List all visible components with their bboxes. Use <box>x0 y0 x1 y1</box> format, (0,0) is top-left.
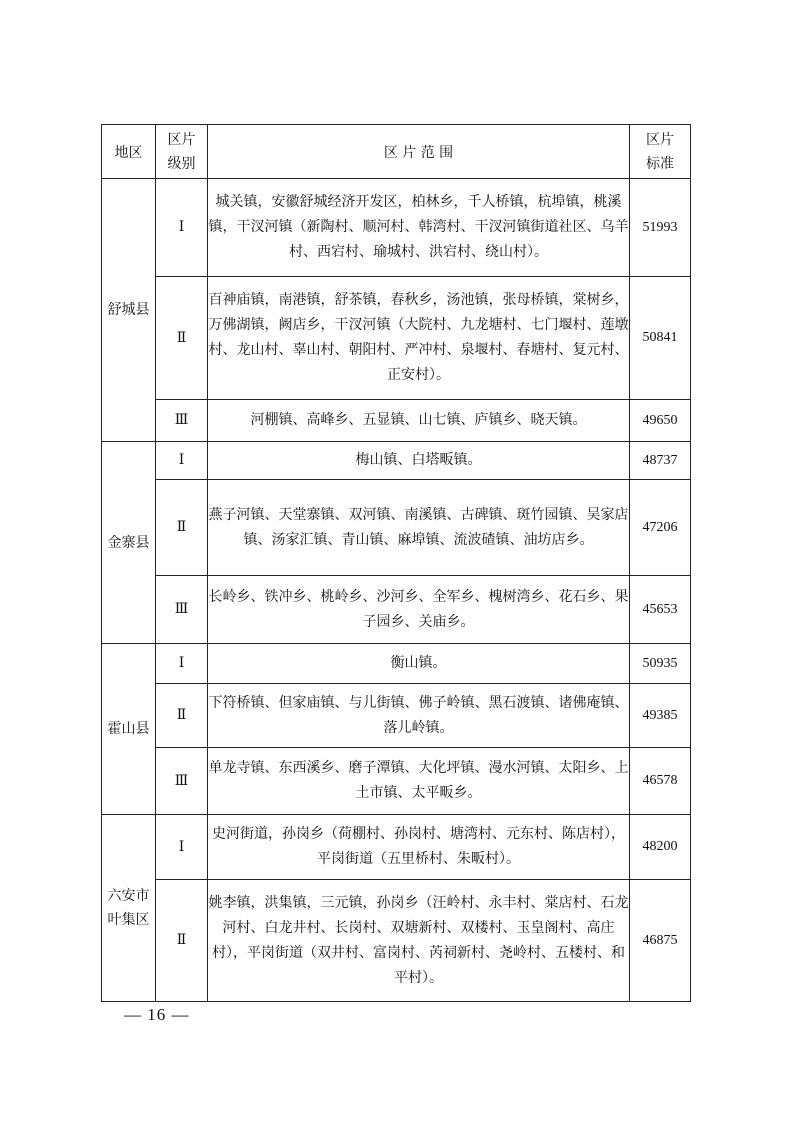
header-region: 地区 <box>102 125 156 179</box>
table-row <box>102 400 691 442</box>
header-level: 区片 级别 <box>156 125 208 179</box>
level-cell: Ⅰ <box>156 442 208 480</box>
level-cell: Ⅱ <box>156 880 208 1002</box>
scope-cell: 河棚镇、高峰乡、五显镇、山七镇、庐镇乡、晓天镇。 <box>208 400 630 442</box>
region-cell: 六安市 叶集区 <box>102 815 156 1002</box>
table-row <box>102 684 691 748</box>
header-scope: 区 片 范 围 <box>208 125 630 179</box>
scope-cell: 衡山镇。 <box>208 644 630 684</box>
level-cell: Ⅰ <box>156 644 208 684</box>
standard-cell: 48737 <box>630 442 691 480</box>
table-row <box>102 880 691 1002</box>
standard-cell: 48200 <box>630 815 691 880</box>
level-cell: Ⅱ <box>156 480 208 576</box>
table-row <box>102 277 691 400</box>
standard-cell: 51993 <box>630 179 691 277</box>
level-cell: Ⅰ <box>156 815 208 880</box>
level-cell: Ⅲ <box>156 576 208 644</box>
table-row <box>102 748 691 815</box>
level-cell: Ⅲ <box>156 400 208 442</box>
scope-cell: 史河街道，孙岗乡（荷棚村、孙岗村、塘湾村、元东村、陈店村），平岗街道（五里桥村、朱畈村）。 <box>208 815 630 880</box>
scope-cell: 姚李镇，洪集镇，三元镇，孙岗乡（汪岭村、永丰村、棠店村、石龙河村、白龙井村、长岗村、双塘新村、双楼村、玉皇阁村、高庄村），平岗街道（双井村、富岗村、芮祠新村、尧岭村、五楼村、和平村）。 <box>208 880 630 1002</box>
standard-cell: 49650 <box>630 400 691 442</box>
table-row <box>102 644 691 684</box>
table-header-row <box>102 125 691 179</box>
header-standard: 区片 标准 <box>630 125 691 179</box>
scope-cell: 长岭乡、铁冲乡、桃岭乡、沙河乡、全军乡、槐树湾乡、花石乡、果子园乡、关庙乡。 <box>208 576 630 644</box>
level-cell: Ⅱ <box>156 277 208 400</box>
land-price-table <box>101 124 691 1002</box>
table-row <box>102 179 691 277</box>
scope-cell: 百神庙镇，南港镇，舒茶镇，春秋乡，汤池镇，张母桥镇，棠树乡，万佛湖镇，阙店乡，干汊河镇（大院村、九龙塘村、七门堰村、莲墩村、龙山村、辜山村、朝阳村、严冲村、泉堰村、春塘村、复元村、正安村）。 <box>208 277 630 400</box>
standard-cell: 49385 <box>630 684 691 748</box>
region-cell: 霍山县 <box>102 644 156 815</box>
scope-cell: 梅山镇、白塔畈镇。 <box>208 442 630 480</box>
table-row <box>102 442 691 480</box>
standard-cell: 45653 <box>630 576 691 644</box>
table-row <box>102 815 691 880</box>
standard-cell: 50841 <box>630 277 691 400</box>
level-cell: Ⅰ <box>156 179 208 277</box>
level-cell: Ⅲ <box>156 748 208 815</box>
table-row <box>102 576 691 644</box>
standard-cell: 50935 <box>630 644 691 684</box>
scope-cell: 下符桥镇、但家庙镇、与儿街镇、佛子岭镇、黑石渡镇、诸佛庵镇、落儿岭镇。 <box>208 684 630 748</box>
standard-cell: 46578 <box>630 748 691 815</box>
standard-cell: 46875 <box>630 880 691 1002</box>
region-cell: 金寨县 <box>102 442 156 644</box>
standard-cell: 47206 <box>630 480 691 576</box>
page-number: — 16 — <box>124 1005 190 1024</box>
scope-cell: 燕子河镇、天堂寨镇、双河镇、南溪镇、古碑镇、斑竹园镇、吴家店镇、汤家汇镇、青山镇、麻埠镇、流波碴镇、油坊店乡。 <box>208 480 630 576</box>
scope-cell: 城关镇，安徽舒城经济开发区，柏林乡，千人桥镇，杭埠镇，桃溪镇，干汊河镇（新陶村、顺河村、韩湾村、干汊河镇街道社区、乌羊村、西宕村、瑜城村、洪宕村、绕山村）。 <box>208 179 630 277</box>
region-cell: 舒城县 <box>102 179 156 442</box>
table-row <box>102 480 691 576</box>
scope-cell: 单龙寺镇、东西溪乡、磨子潭镇、大化坪镇、漫水河镇、太阳乡、上土市镇、太平畈乡。 <box>208 748 630 815</box>
level-cell: Ⅱ <box>156 684 208 748</box>
